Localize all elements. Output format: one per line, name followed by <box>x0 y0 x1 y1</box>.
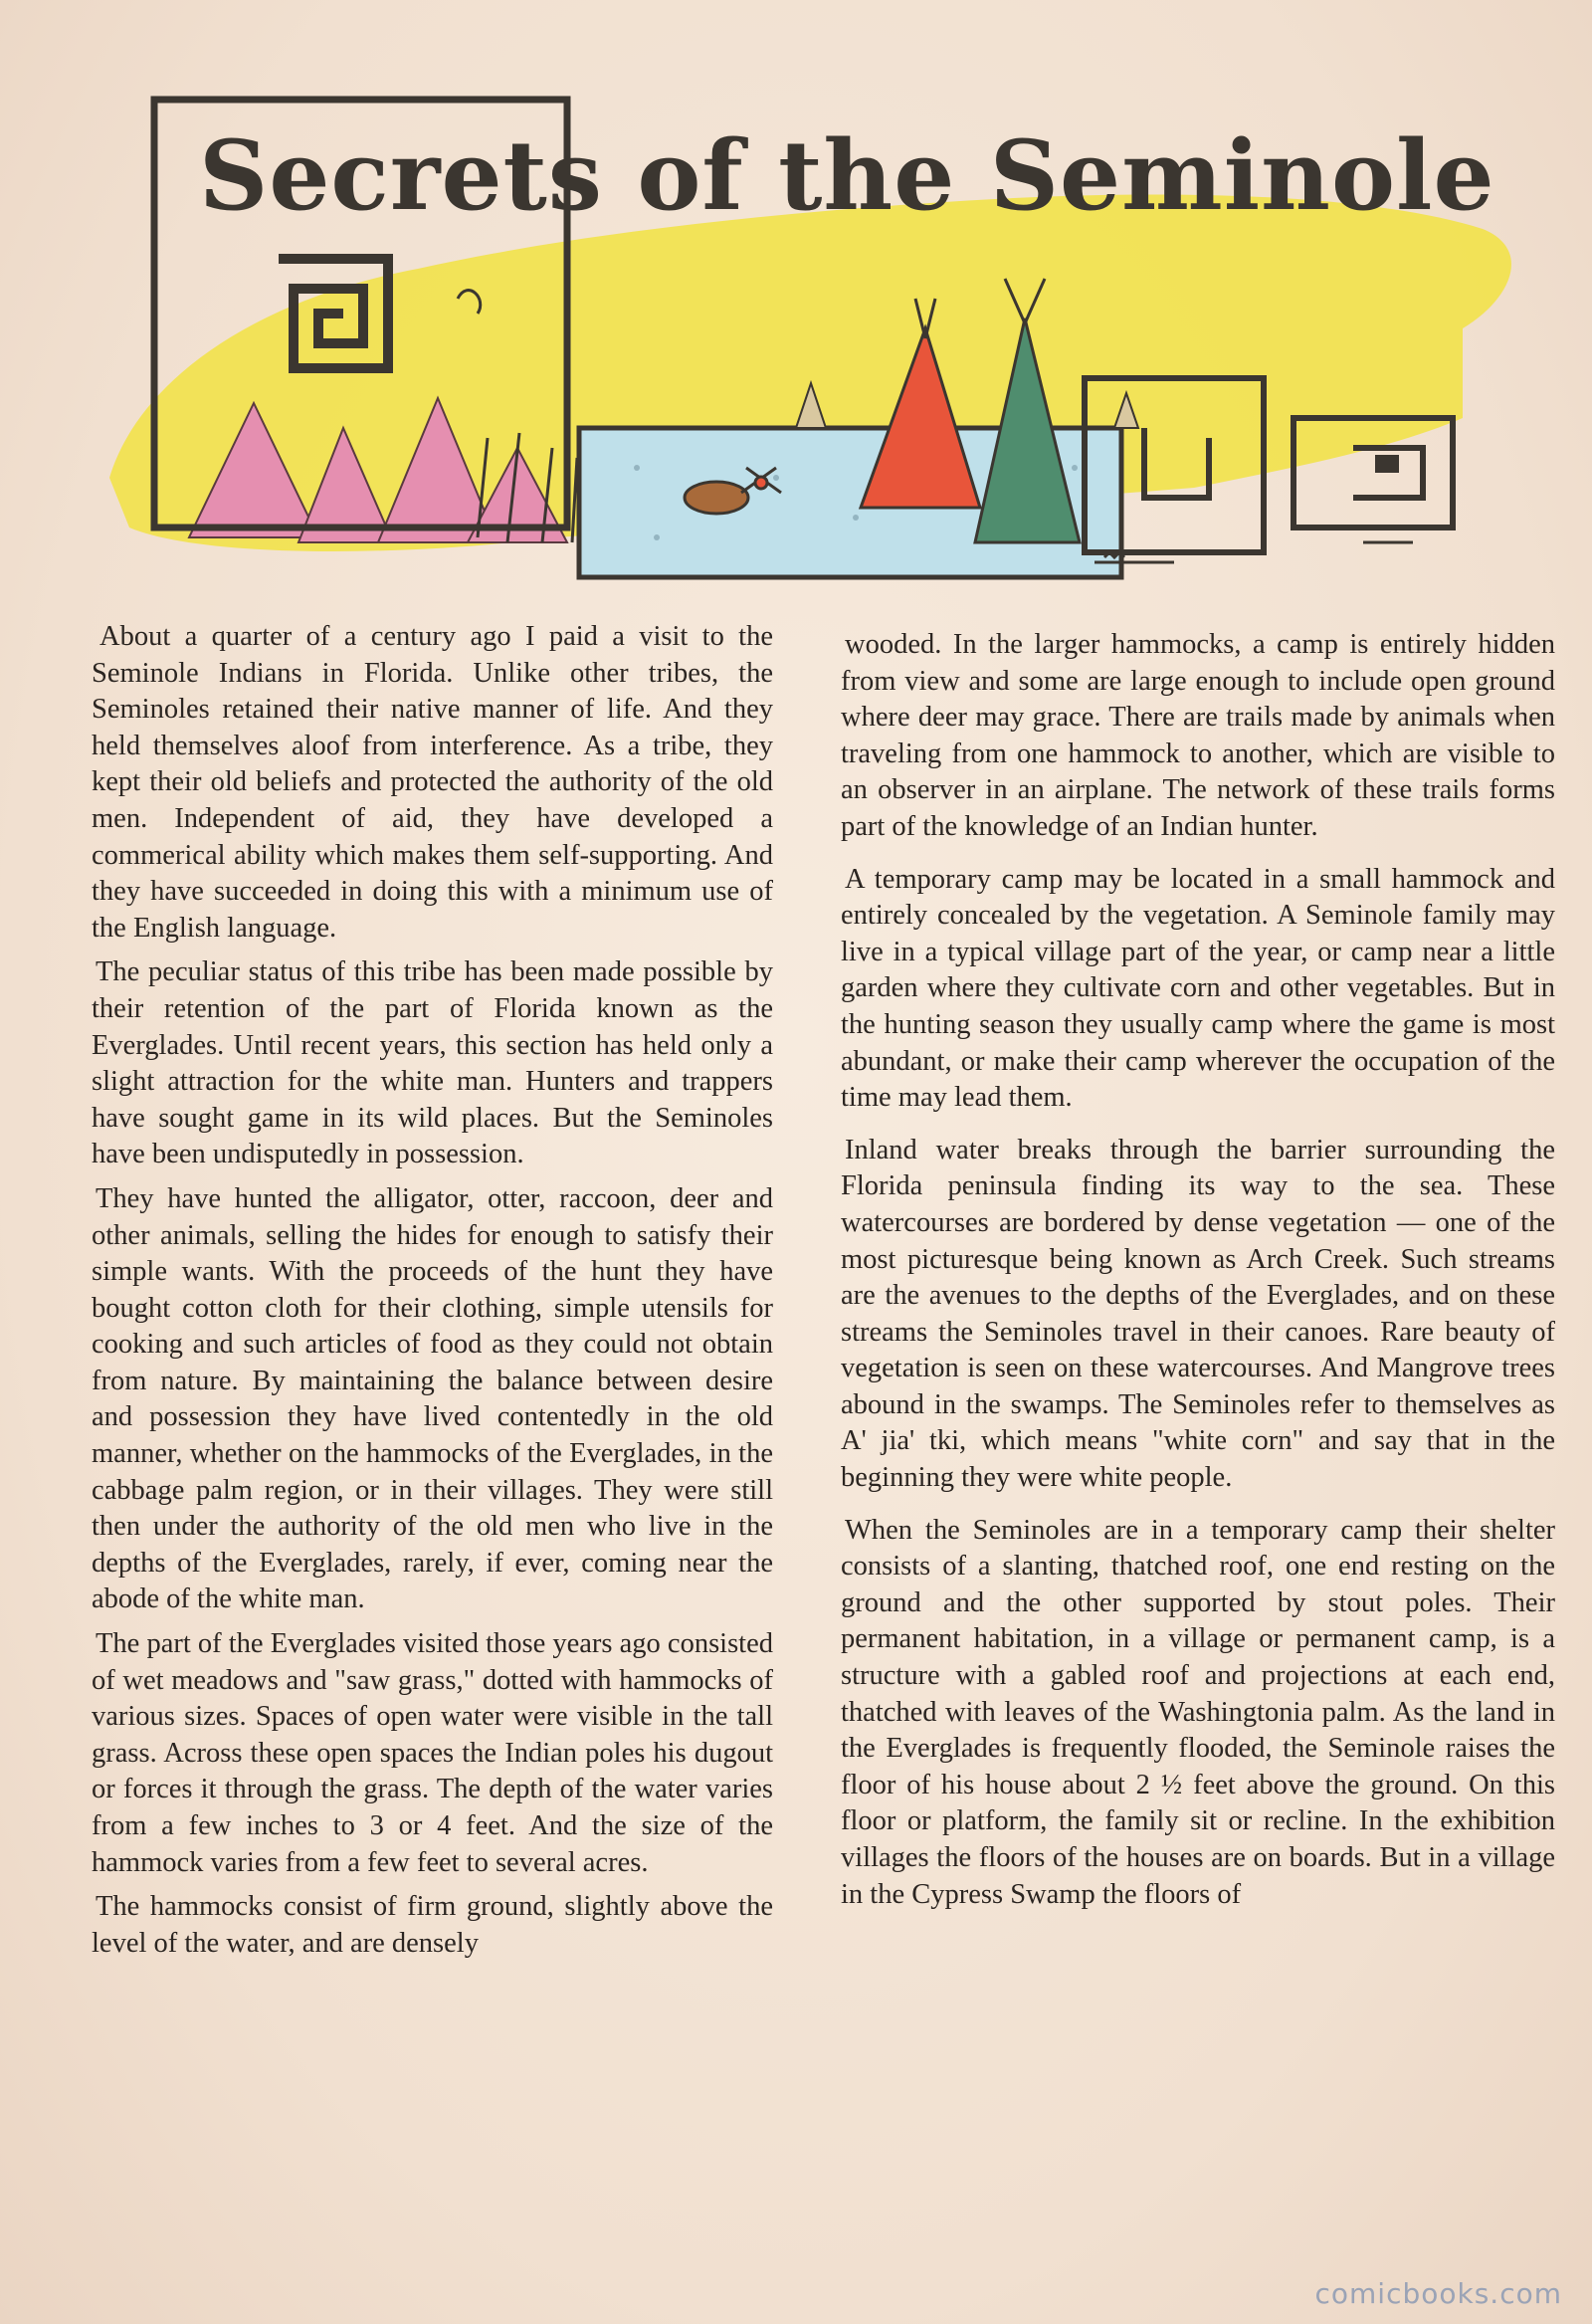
article-right-column <box>841 627 1555 1929</box>
page-title: Secrets of the Seminole <box>199 119 1495 232</box>
paragraph: wooded. In the larger hammocks, a camp is entirely hidden from view and some are large enough to include open ground where deer may grace. There are trails made by animals when traveling from one hammock to another, which are visible to an observer in an airplane. The network of these trails forms part of the knowledge of an Indian hunter. <box>841 629 1555 842</box>
paragraph: A temporary camp may be located in a small hammock and entirely concealed by the vegetation. A Seminole family may live in a typical village part of the year, or camp near a little garden where they cultivate corn and other vegetables. But in the hunting season they usually camp where the game is most abundant, or make their camp wherever the occupation of the time may lead them. <box>841 863 1555 1114</box>
paragraph: Inland water breaks through the barrier surrounding the Florida peninsula finding its way to the sea. These watercourses are bordered by dense vegetation — one of the most picturesque being known as Arch Creek. Such streams are the avenues to the depths of the Everglades, and on these streams the Seminoles travel in their canoes. Rare beauty of vegetation is seen on these watercourses. And Mangrove trees abound in the swamps. The Seminoles refer to themselves as A' jia' tki, which means "white corn" and say that in the beginning they were white people. <box>841 1134 1555 1494</box>
paragraph: When the Seminoles are in a temporary camp their shelter consists of a slanting, thatched roof, one end resting on the ground and the other supported by stout poles. Their permanent habitation, in a village or permanent camp, is a structure with a gabled roof and projections at each end, thatched with leaves of the Washingtonia palm. As the land in the Everglades is frequently flooded, the Seminole raises the floor of his house about 2 ½ feet above the ground. On this floor or platform, the family sit or recline. In the exhibition villages the floors of the houses are on boards. But in a village in the Cypress Swamp the floors of <box>841 1514 1555 1910</box>
article-left-column <box>92 619 773 1970</box>
clay-pot <box>685 482 748 514</box>
paragraph: They have hunted the alligator, otter, raccoon, deer and other animals, selling the hides for enough to satisfy their simple wants. With the proceeds of the hunt they have bought cotton cloth for their clothing, simple utensils for cooking and such articles of food as they could not obtain from nature. By maintaining the balance between desire and possession they have lived contentedly in the old manner, whether on the hammocks of the Everglades, in the cabbage palm region, or in their villages. They were still then under the authority of the old men who live in the depths of the Everglades, rarely, if ever, coming near the abode of the white man. <box>92 1182 773 1615</box>
seminole-camp-illustration <box>0 0 1592 597</box>
paragraph: The part of the Everglades visited those years ago consisted of wet meadows and "saw grass," dotted with hammocks of various sizes. Spaces of open water were visible in the tall grass. Across these open spaces the Indian poles his dugout or forces it through the grass. The depth of the water varies from a few inches to 3 or 4 feet. And the size of the hammock varies from a few feet to several acres. <box>92 1628 773 1878</box>
watermark-text: comicbooks.com <box>1314 2277 1562 2310</box>
paragraph: The hammocks consist of firm ground, slightly above the level of the water, and are densely <box>92 1891 773 1959</box>
paragraph: About a quarter of a century ago I paid a visit to the Seminole Indians in Florida. Unlike other tribes, the Seminoles retained their native manner of life. And they held themselves aloof from interference. As a tribe, they kept their old beliefs and protected the authority of the old men. Independent of aid, they have developed a commerical ability which makes them self-supporting. And they have succeeded in doing this with a minimum use of the English language. <box>92 621 773 944</box>
paragraph: The peculiar status of this tribe has been made possible by their retention of the part of Florida known as the Everglades. Until recent years, this section has held only a slight attraction for the white man. Hunters and trappers have sought game in its wild places. But the Seminoles have been undisputedly in possession. <box>92 956 773 1170</box>
